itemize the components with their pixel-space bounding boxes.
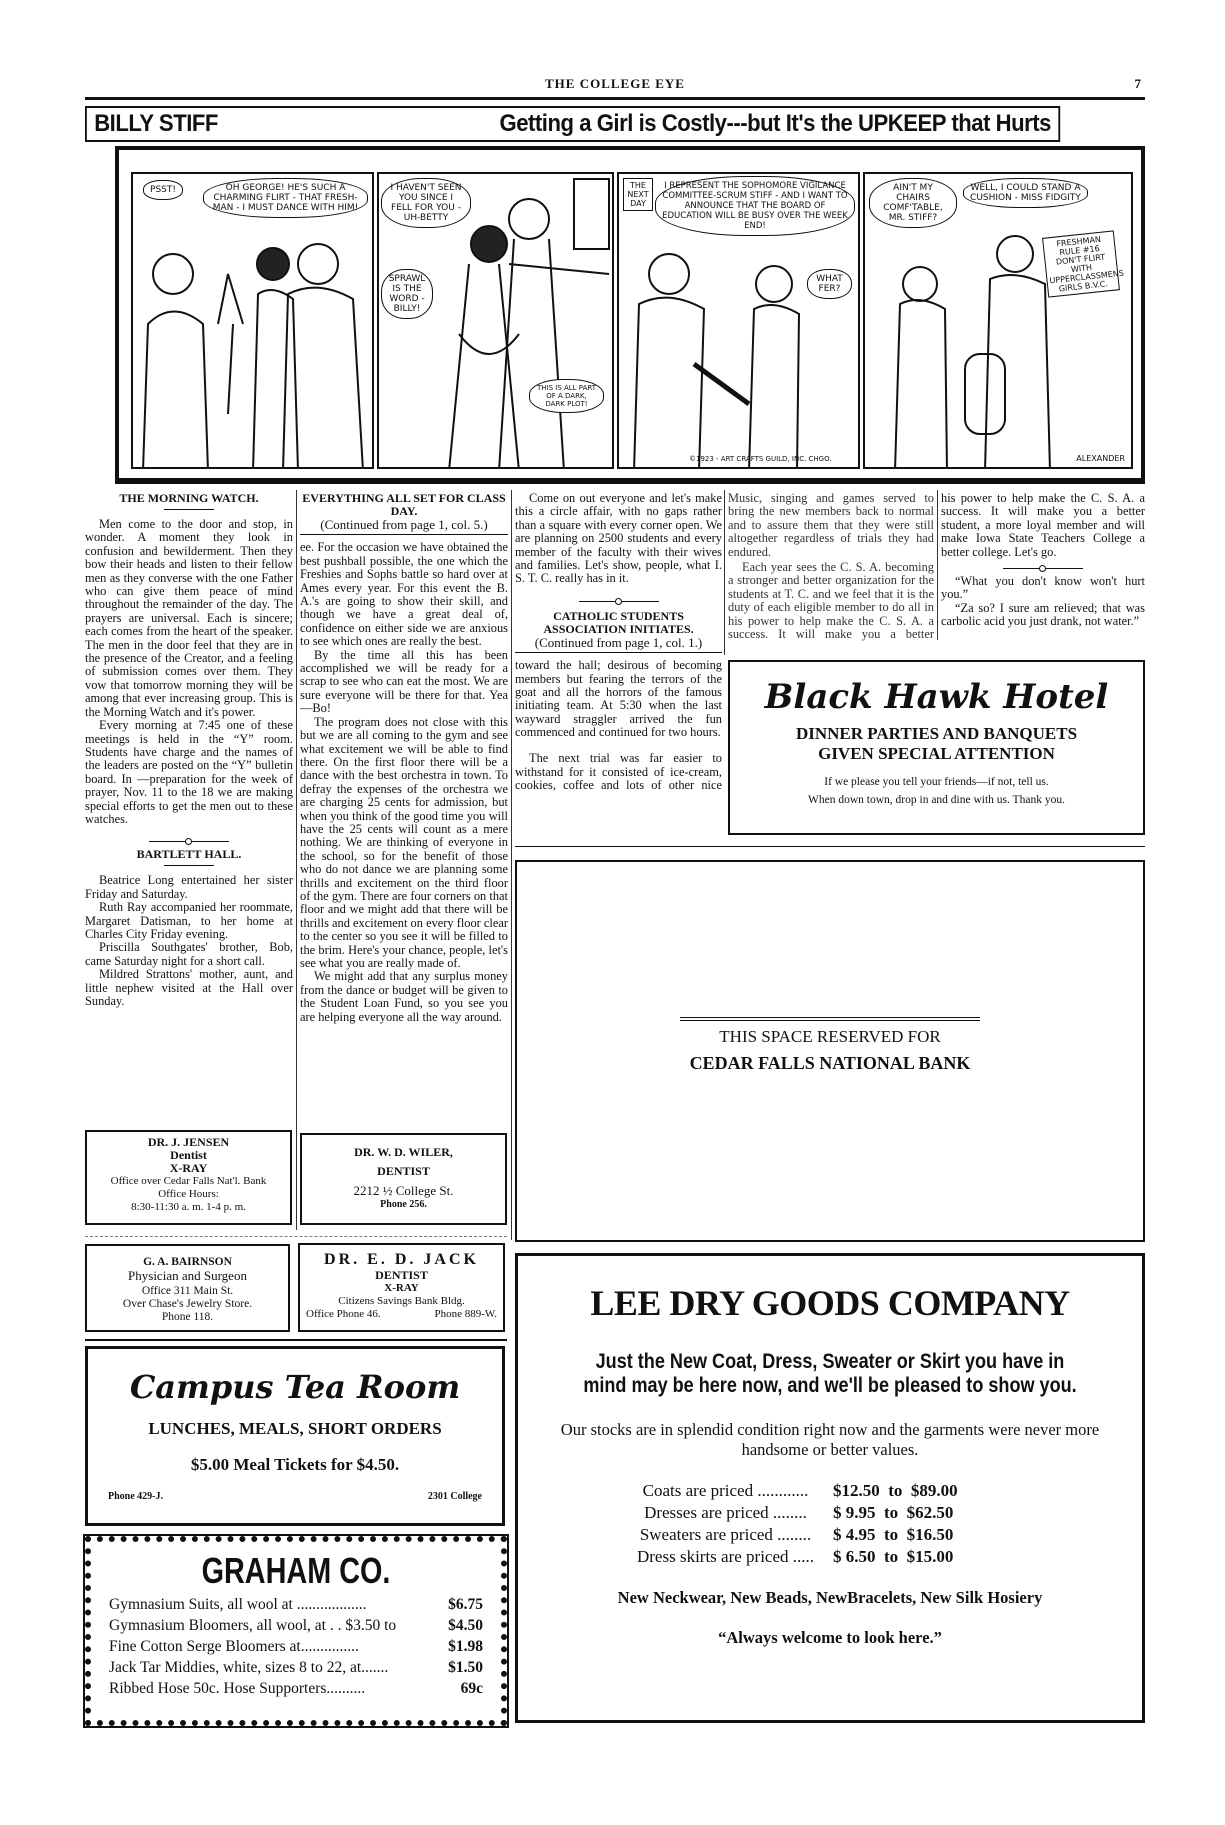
dr-wiler-ad	[300, 1133, 507, 1225]
ad-line: DENTIST	[375, 1268, 428, 1282]
ad-line: When down town, drop in and dine with us. Thank you.	[808, 794, 1065, 806]
article-paragraph: Ruth Ray accompanied her roommate, Margaret Datisman, to her home at Charles City Friday evening.	[85, 900, 293, 941]
item-name: Dress skirts are priced .....	[636, 1547, 815, 1566]
speech-bubble: I HAVEN'T SEEN YOU SINCE I FELL FOR YOU -UH-BETTY	[381, 178, 471, 228]
speech-bubble: WHAT FER?	[807, 269, 852, 299]
price-row	[618, 1546, 1142, 1568]
column-1	[85, 492, 293, 1008]
ad-line: Our stocks are in splendid condition right now and the garments were never more handsome or better values.	[560, 1420, 1100, 1459]
article-title: BARTLETT HALL.	[136, 847, 242, 862]
article-paragraph: Priscilla Southgates' brother, Bob, came Saturday night for a short call.	[85, 940, 293, 968]
ad-line: Physician and Surgeon	[128, 1268, 247, 1283]
article-paragraph: Every morning at 7:45 one of these meetings is held in the “Y” room. Students have charge and the names of the leaders are posted on the “Y” bulletin board. In —preparation for the week of prayer, Nov. 11 to the 18 we are making special efforts to get the men out to these watches.	[85, 718, 293, 826]
ad-line: X-RAY	[384, 1282, 419, 1294]
dr-bairnson-ad	[85, 1244, 290, 1332]
ad-line: CEDAR FALLS NATIONAL BANK	[689, 1053, 971, 1073]
price-row	[618, 1524, 1142, 1546]
article-paragraph: Mildred Strattons' mother, aunt, and little nephew visited at the Hall over Sunday.	[85, 967, 293, 1008]
ad-line: 8:30-11:30 a. m. 1-4 p. m.	[131, 1201, 246, 1213]
price-row	[109, 1678, 483, 1699]
ad-line: Phone 118.	[161, 1311, 214, 1323]
ad-line: Office over Cedar Falls Nat'l. Bank	[110, 1175, 267, 1187]
price-row	[109, 1657, 483, 1678]
ad-name: G. A. BAIRNSON	[143, 1256, 232, 1268]
ad-line: Office Phone 46.	[306, 1308, 381, 1320]
column-4	[728, 492, 934, 641]
speech-bubble: SPRAWL IS THE WORD - BILLY!	[381, 269, 433, 319]
continued-text: Music, singing and games served to bring the new members back to normal and to assure them that they were still altogether regardless of trials they had endured.	[728, 492, 934, 559]
item-name: Fine Cotton Serge Bloomers at...............	[109, 1638, 359, 1655]
ad-line: Office Hours:	[158, 1188, 219, 1200]
article-paragraph: By the time all this has been accomplished we will be ready for a scrap to see who can eat the most. We are sure everyone will be there for that. Yea—Bo!	[300, 647, 508, 716]
ad-name: DR. J. JENSEN	[147, 1135, 230, 1149]
article-paragraph: Beatrice Long entertained her sister Friday and Saturday.	[85, 873, 293, 901]
ad-line: Over Chase's Jewelry Store.	[122, 1298, 253, 1310]
continued-note: (Continued from page 1, col. 1.)	[534, 634, 703, 650]
item-price: $4.50	[448, 1617, 483, 1634]
ad-line: Phone 889-W.	[434, 1308, 497, 1320]
comic-title-bar	[85, 106, 1060, 142]
comic-panel-4	[863, 172, 1133, 469]
comic-panel-1	[131, 172, 374, 469]
article-paragraph: ee. For the occasion we have obtained the best pushball possible, the one which the Freshies and Sophs battle so hard over at Ames every year. For this event the B. A.'s are going to show their skill, and though we have a great deal of, confidence on either side we are anxious to see which ones are really the best.	[300, 540, 508, 649]
article-paragraph: toward the hall; desirous of becoming members but fearing the terrors of the goat and all the horrors of the famous initiating team. At 5:30 when the last wayward straggler arrived the fun commenced and continued for two hours.	[515, 659, 722, 740]
price-range: $ 4.95 to $16.50	[833, 1525, 954, 1544]
campus-tea-room-ad	[85, 1346, 505, 1526]
item-name: Gymnasium Suits, all wool at ..................	[109, 1596, 367, 1613]
comic-strip	[115, 146, 1145, 484]
item-price: $6.75	[448, 1596, 483, 1613]
item-name: Jack Tar Middies, white, sizes 8 to 22, at.......	[109, 1659, 389, 1676]
joke-line: “Za so? I sure am relieved; that was carbolic acid you just drank, not water.”	[941, 600, 1145, 629]
ad-line: GIVEN SPECIAL ATTENTION	[818, 744, 1055, 763]
comic-title: BILLY STIFF	[94, 110, 218, 137]
ad-line: If we please you tell your friends—if not, tell us.	[824, 776, 1049, 788]
article-paragraph: The next trial was far easier to withstand for it consisted of ice-cream, cookies, coffee and lots of other nice	[515, 752, 722, 793]
ad-line: Office 311 Main St.	[141, 1285, 234, 1297]
item-price: $1.50	[448, 1659, 483, 1676]
price-row	[618, 1502, 1142, 1524]
column-2	[300, 492, 508, 1024]
newspaper-title: THE COLLEGE EYE	[545, 76, 685, 91]
ad-line: Citizens Savings Bank Bldg.	[338, 1295, 465, 1307]
item-price: $1.98	[448, 1638, 483, 1655]
speech-bubble: PSST!	[143, 180, 183, 200]
article-title: CATHOLIC STUDENTS ASSOCIATION INITIATES.	[543, 608, 694, 636]
item-name: Sweaters are priced ........	[639, 1525, 812, 1544]
speech-bubble: OH GEORGE! HE'S SUCH A CHARMING FLIRT - THAT FRESH-MAN - I MUST DANCE WITH HIM!	[203, 178, 368, 218]
comic-drawing-dancers	[133, 174, 374, 469]
black-hawk-hotel-ad	[728, 660, 1145, 835]
sign: FRESHMAN RULE #16 DON'T FLIRT WITH UPPERCLASSMENS GIRLS B.V.C.	[1042, 230, 1120, 297]
ad-address: 2301 College	[427, 1491, 482, 1502]
dr-jack-ad	[298, 1243, 505, 1332]
ad-line: Just the New Coat, Dress, Sweater or Skirt you have in mind may be here now, and we'll be pleased to show you.	[583, 1350, 1077, 1397]
ad-line: $5.00 Meal Tickets for $4.50.	[190, 1455, 400, 1474]
lee-dry-goods-ad	[515, 1253, 1145, 1723]
speech-bubble: I REPRESENT THE SOPHOMORE VIGILANCE COMMITTEE-SCRUM STIFF - AND I WANT TO ANNOUNCE THAT THE BOARD OF EDUCATION WILL BE BUSY OVER THE WEEK END!	[655, 176, 855, 236]
article-paragraph-continued	[941, 492, 1145, 559]
ad-line: LUNCHES, MEALS, SHORT ORDERS	[148, 1419, 442, 1438]
ad-line: Dentist	[170, 1148, 207, 1162]
hotel-name: Black Hawk Hotel	[764, 677, 1109, 717]
ad-line: New Neckwear, New Beads, NewBracelets, New Silk Hosiery	[617, 1588, 1043, 1607]
caption-box: THE NEXT DAY	[623, 178, 653, 211]
item-name: Dresses are priced ........	[644, 1503, 807, 1522]
masthead	[85, 72, 1145, 100]
joke-line: “What you don't know won't hurt you.”	[941, 574, 1145, 602]
article-paragraph: The program does not close with this but we are all coming to the gym and see what excitement we will be able to find there. On the first floor there will be a dance with the best orchestra in town. To defray the expenses of the orchestra we are charging 25 cents for admission, but when you think of the good time you will have the 25 cents will count as a mere nothing. We are thinking of everyone in the school, so for the benefit of those who do not dance we are planning some thrills and excitement on the third floor of the gym. There are four corners on that floor and we might add that there will be thrills and excitement on every floor clear to the center so you see it will be filled to the brim. Here's your chance, people, let's see what you are really made of.	[300, 714, 508, 970]
price-list	[109, 1594, 483, 1699]
item-name: Coats are priced ............	[642, 1481, 809, 1500]
column-5	[941, 492, 1145, 629]
reserved-space-ad	[515, 860, 1145, 1242]
ad-name: DR. W. D. WILER,	[354, 1145, 453, 1159]
divider	[1003, 559, 1083, 569]
price-row	[618, 1480, 1142, 1502]
ad-phone: Phone 429-J.	[108, 1491, 163, 1502]
graham-co-ad	[85, 1536, 507, 1726]
article-paragraph: We might add that any surplus money from the dance or budget will be given to the Student Loan Fund, so you see you are helping everyone all the way around.	[300, 969, 508, 1024]
ad-name: Campus Tea Room	[129, 1368, 461, 1406]
price-range: $ 6.50 to $15.00	[833, 1547, 954, 1566]
divider	[579, 592, 659, 602]
speech-bubble: WELL, I COULD STAND A CUSHION - MISS FIDGITY	[963, 178, 1088, 208]
column-3	[515, 492, 722, 792]
ad-line: 2212 ½ College St.	[353, 1183, 454, 1198]
article-paragraph: Each year sees the C. S. A. becoming a stronger and better organization for the students at T. C. and we feel that it is the duty of each eligible member to do all in his power to help make the C. S. A. a success. It will make you a better	[728, 561, 934, 641]
divider	[149, 832, 229, 842]
comic-panel-2	[377, 172, 614, 469]
page-number: 7	[1134, 76, 1141, 91]
article-paragraph: Come on out everyone and let's make this a circle affair, with no gaps rather than a square with every corner open. We are planning on 2500 students and every member of the faculty with their wives and families. Let's show, people, what I. S. T. C. really has in it.	[515, 491, 722, 586]
ad-line: DENTIST	[377, 1164, 430, 1178]
dr-jensen-ad	[85, 1130, 292, 1225]
article-title: THE MORNING WATCH.	[119, 491, 259, 505]
price-list	[618, 1480, 1142, 1568]
ad-name: DR. E. D. JACK	[324, 1251, 479, 1268]
ad-line: Phone 256.	[380, 1199, 427, 1210]
price-row	[109, 1636, 483, 1657]
continued-text: his power to help make the C. S. A. a success. It will make you a better student, a more loyal member and will make Iowa State Teachers College a better college. Let's go.	[941, 492, 1145, 559]
item-name: Ribbed Hose 50c. Hose Supporters..........	[109, 1680, 366, 1697]
ad-name: GRAHAM CO.	[201, 1550, 391, 1591]
item-name: Gymnasium Bloomers, all wool, at . . $3.50 to	[109, 1617, 397, 1634]
price-range: $ 9.95 to $62.50	[833, 1503, 954, 1522]
continued-note: (Continued from page 1, col. 5.)	[320, 517, 488, 532]
ad-line: DINNER PARTIES AND BANQUETS	[795, 724, 1078, 743]
price-row	[109, 1594, 483, 1615]
comic-panel-3	[617, 172, 860, 469]
copyright: ©1923 - ART CRAFTS GUILD, INC. CHGO.	[689, 455, 832, 463]
article-paragraph-continued	[728, 492, 934, 559]
price-range: $12.50 to $89.00	[833, 1481, 958, 1500]
speech-bubble: AIN'T MY CHAIRS COMF'TABLE, MR. STIFF?	[869, 178, 957, 228]
article-title: EVERYTHING ALL SET FOR CLASS DAY.	[302, 491, 506, 518]
ad-line: THIS SPACE RESERVED FOR	[719, 1027, 941, 1046]
item-price: 69c	[460, 1680, 483, 1697]
ad-slogan: “Always welcome to look here.”	[718, 1628, 942, 1647]
ad-line: X-RAY	[169, 1161, 208, 1175]
speech-bubble: THIS IS ALL PART OF A DARK, DARK PLOT!	[529, 379, 604, 413]
price-row	[109, 1615, 483, 1636]
ad-name: LEE DRY GOODS COMPANY	[590, 1283, 1070, 1323]
artist-signature: ALEXANDER	[1076, 454, 1125, 463]
comic-headline: Getting a Girl is Costly---but It's the UPKEEP that Hurts	[499, 110, 1052, 137]
article-paragraph: Men come to the door and stop, in wonder. A moment they look in confusion and bewilderment. Then they bow their heads and listen to their fellow men as they converse with the one Father who can give them peace of mind throughout the remainder of the day. The prayers are universal. Each is sincere; each comes from the heart of the speaker. The men in the door feel that they are in the presence of the Creator, and a feeling of submission comes over them. They vow that tomorrow morning they will be among that ever increasing group. This is the Morning Watch and it's power.	[85, 517, 293, 719]
